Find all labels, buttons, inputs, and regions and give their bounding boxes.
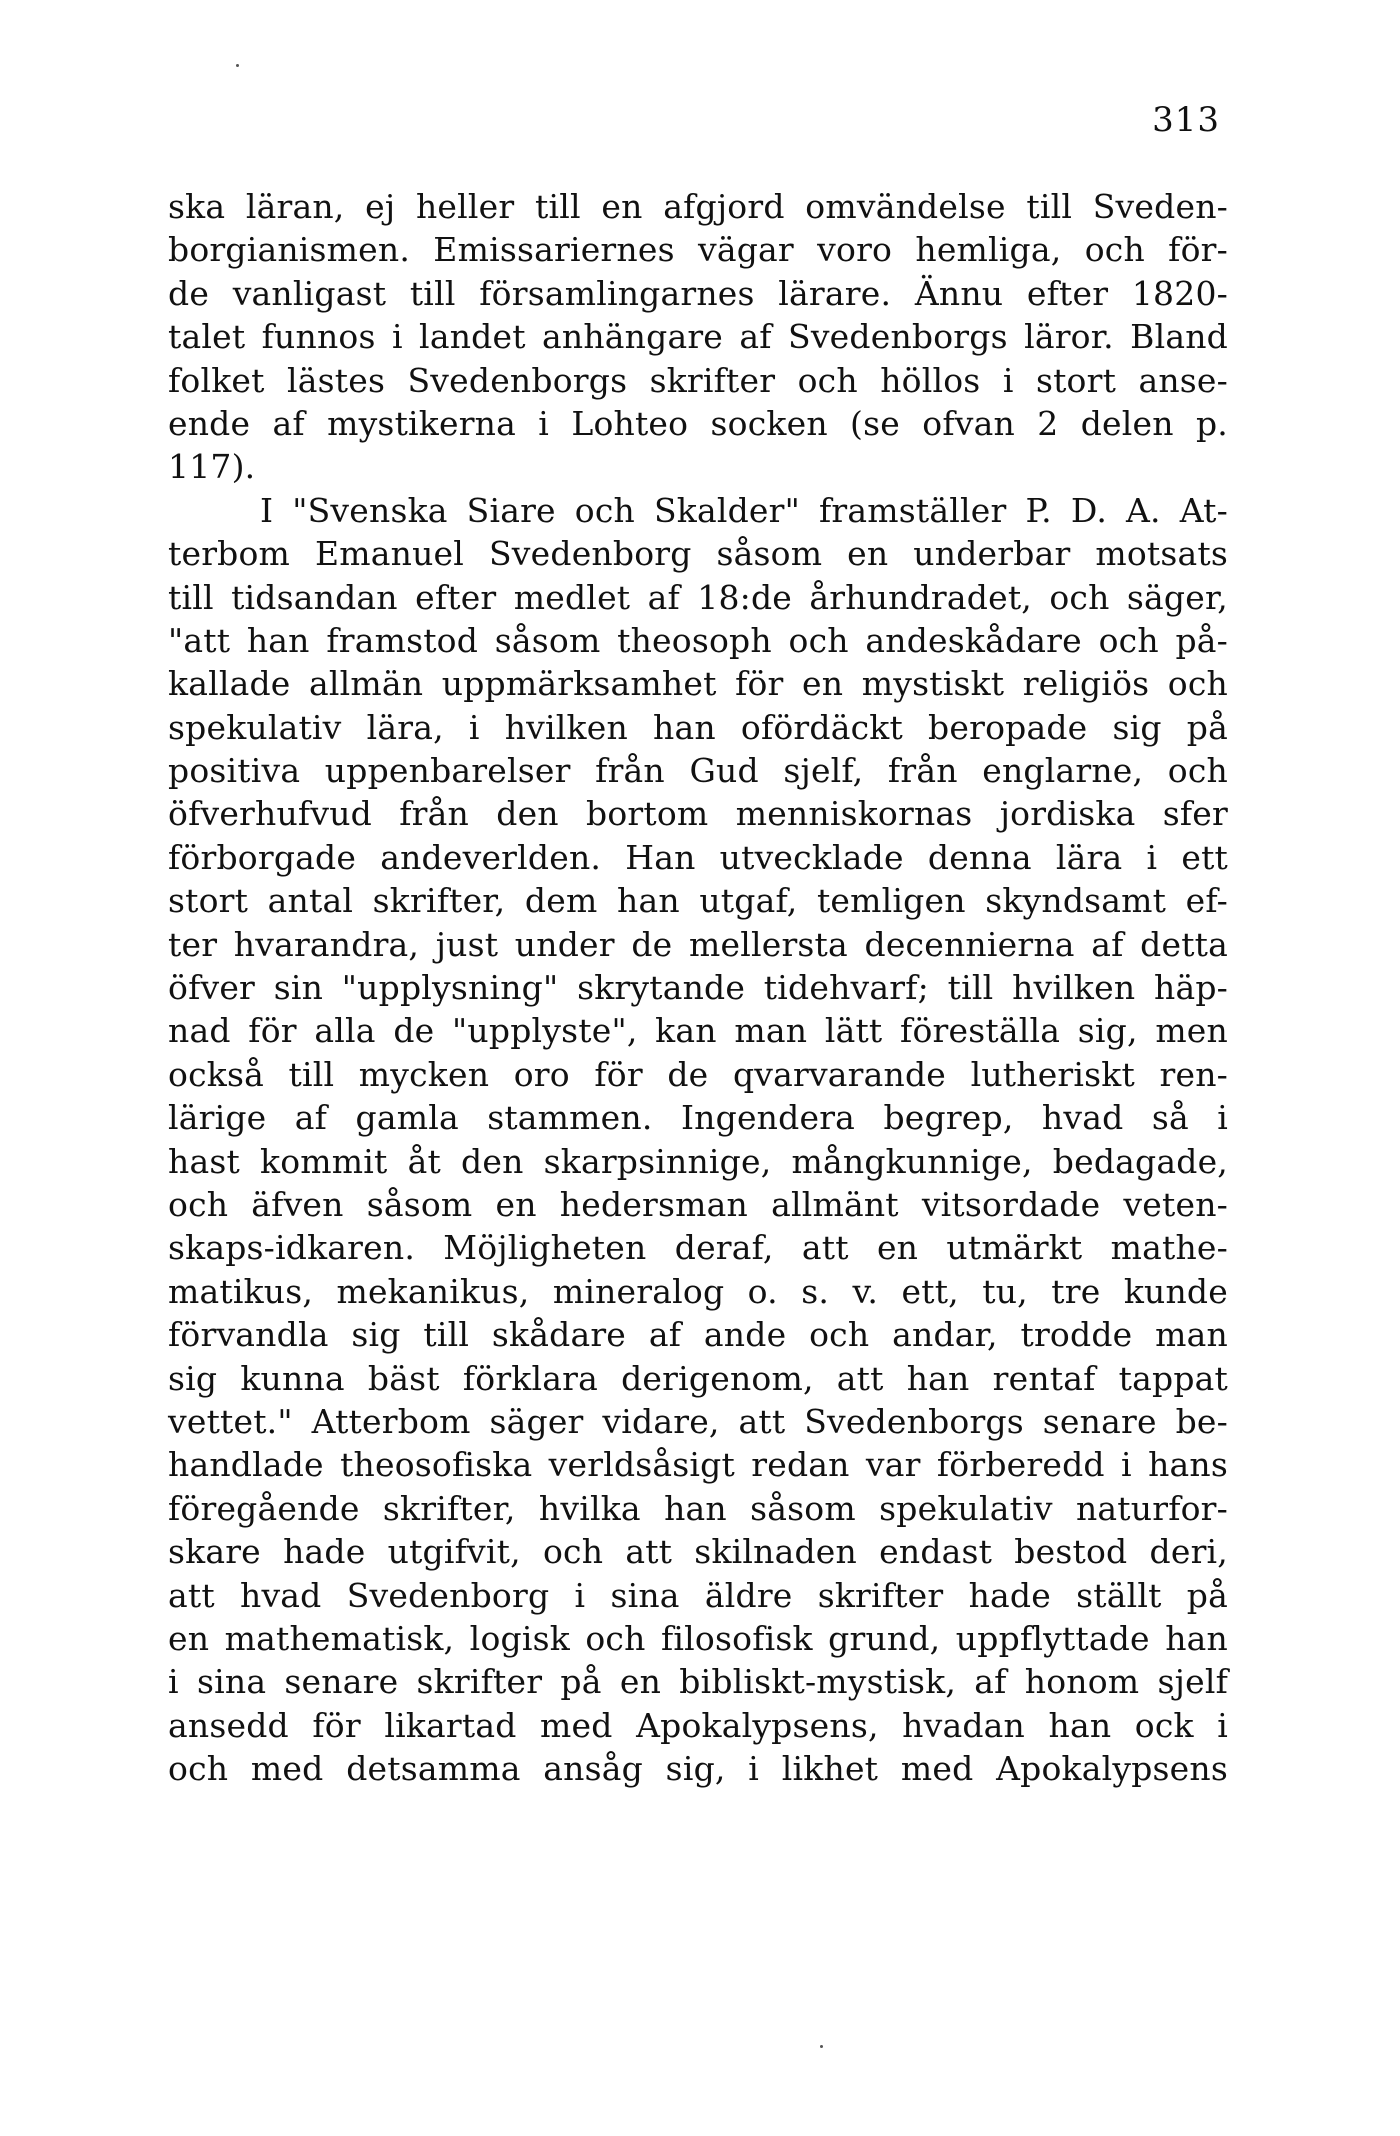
text-line: matikus, mekanikus, mineralog o. s. v. ett, tu, tre kunde bbox=[168, 1271, 1228, 1311]
text-line: förvandla sig till skådare af ande och andar, trodde man bbox=[168, 1315, 1228, 1355]
text-line: handlade theosofiska verldsåsigt redan var förberedd i hans bbox=[168, 1445, 1228, 1485]
text-line: öfver sin "upplysning" skrytande tidehvarf; till hvilken häp- bbox=[168, 968, 1228, 1008]
paragraph-1 bbox=[168, 185, 1228, 489]
text-line: öfverhufvud från den bortom menniskornas jordiska sfer bbox=[168, 794, 1228, 834]
text-line: ansedd för likartad med Apokalypsens, hvadan han ock i bbox=[168, 1705, 1228, 1745]
text-line: att hvad Svedenborg i sina äldre skrifter hade ställt på bbox=[168, 1575, 1228, 1615]
text-line: terbom Emanuel Svedenborg såsom en underbar motsats bbox=[168, 534, 1228, 574]
paragraph-2 bbox=[168, 489, 1228, 1791]
text-line: kallade allmän uppmärksamhet för en mystiskt religiös och bbox=[168, 664, 1228, 704]
text-line: talet funnos i landet anhängare af Svedenborgs läror. Bland bbox=[168, 317, 1228, 357]
text-line: i sina senare skrifter på en bibliskt-mystisk, af honom sjelf bbox=[168, 1662, 1228, 1702]
text-line: till tidsandan efter medlet af 18:de århundradet, och säger, bbox=[168, 577, 1228, 617]
print-speck bbox=[236, 64, 239, 67]
print-speck bbox=[820, 2045, 823, 2048]
text-line: lärige af gamla stammen. Ingendera begrep, hvad så i bbox=[168, 1098, 1228, 1138]
text-line: en mathematisk, logisk och filosofisk grund, uppflyttade han bbox=[168, 1618, 1228, 1658]
text-line: sig kunna bäst förklara derigenom, att han rentaf tappat bbox=[168, 1358, 1228, 1398]
text-line: I "Svenska Siare och Skalder" framställer P. D. A. At- bbox=[260, 490, 1228, 530]
text-line: de vanligast till församlingarnes lärare. Ännu efter 1820- bbox=[168, 273, 1228, 313]
text-line: hast kommit åt den skarpsinnige, mångkunnige, bedagade, bbox=[168, 1141, 1228, 1181]
text-line: ter hvarandra, just under de mellersta decennierna af detta bbox=[168, 924, 1228, 964]
text-line: skare hade utgifvit, och att skilnaden endast bestod deri, bbox=[168, 1532, 1228, 1572]
text-line: spekulativ lära, i hvilken han ofördäckt beropade sig på bbox=[168, 707, 1228, 747]
text-line: ska läran, ej heller till en afgjord omvändelse till Sveden- bbox=[168, 187, 1228, 226]
text-line: föregående skrifter, hvilka han såsom spekulativ naturfor- bbox=[168, 1488, 1228, 1528]
text-line: positiva uppenbarelser från Gud sjelf, från englarne, och bbox=[168, 751, 1228, 791]
text-line: "att han framstod såsom theosoph och andeskådare och på- bbox=[168, 620, 1228, 660]
text-line: folket lästes Svedenborgs skrifter och höllos i stort anse- bbox=[168, 360, 1228, 400]
text-line: förborgade andeverlden. Han utvecklade denna lära i ett bbox=[168, 837, 1228, 877]
text-line: borgianismen. Emissariernes vägar voro hemliga, och för- bbox=[168, 230, 1228, 270]
text-line: och med detsamma ansåg sig, i likhet med Apokalypsens bbox=[168, 1749, 1228, 1789]
text-line: ende af mystikerna i Lohteo socken (se ofvan 2 delen p. bbox=[168, 403, 1228, 443]
page-number: 313 bbox=[1152, 100, 1220, 140]
text-line: också till mycken oro för de qvarvarande lutheriskt ren- bbox=[168, 1054, 1228, 1094]
text-line: 117). bbox=[168, 447, 256, 487]
text-line: nad för alla de "upplyste", kan man lätt föreställa sig, men bbox=[168, 1011, 1228, 1051]
text-line: skaps-idkaren. Möjligheten deraf, att en utmärkt mathe- bbox=[168, 1228, 1228, 1268]
text-line: vettet." Atterbom säger vidare, att Svedenborgs senare be- bbox=[168, 1401, 1228, 1441]
body-text bbox=[168, 185, 1228, 1790]
text-line: stort antal skrifter, dem han utgaf, temligen skyndsamt ef- bbox=[168, 881, 1228, 921]
text-line: och äfven såsom en hedersman allmänt vitsordade veten- bbox=[168, 1184, 1228, 1224]
